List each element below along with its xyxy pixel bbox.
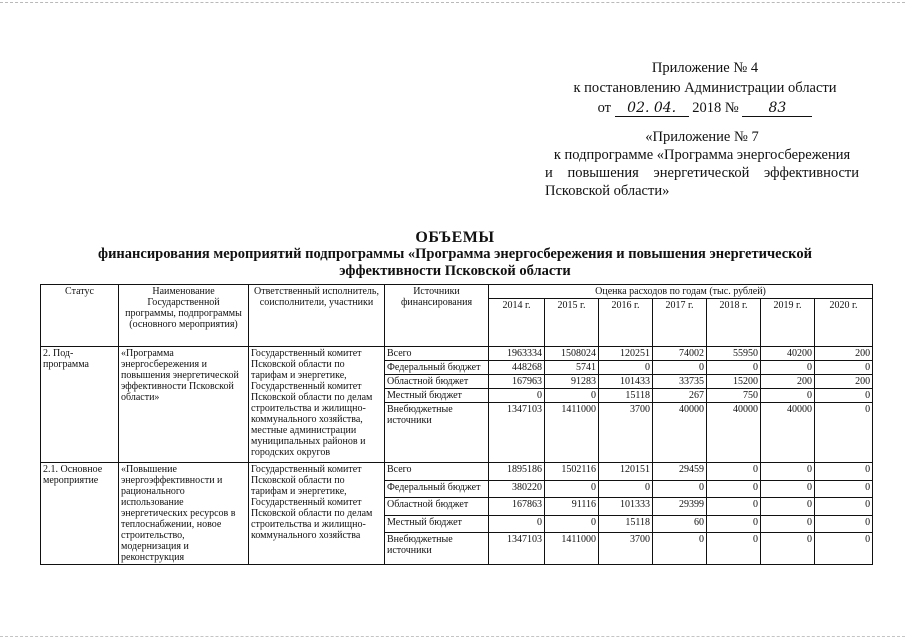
header-executor: Ответственный исполнитель, соисполнители, участники [249,285,385,347]
cell-source: Внебюджетные источники [385,403,489,463]
cell-value: 1347103 [489,403,545,463]
header-year: 2020 г. [815,299,873,347]
document-title [40,229,870,280]
cell-value: 29459 [653,463,707,481]
date-prefix: от [597,100,612,116]
cell-source: Всего [385,347,489,361]
cell-value: 167863 [489,498,545,516]
financing-table [40,284,873,565]
appendix-sub-line2: к подпрограмме «Программа энергосбережения [553,147,851,163]
header-year: 2019 г. [761,299,815,347]
cell-value: 40000 [707,403,761,463]
appendix-number: Приложение № 4 [651,60,759,76]
cell-status: 2.1. Основное мероприятие [41,463,119,565]
handwritten-number: 83 [742,100,812,117]
cell-value: 40000 [761,403,815,463]
title-line3: эффективности Псковской области [339,263,571,279]
cell-value: 0 [707,463,761,481]
appendix-sub-header [545,128,859,200]
cell-value: 0 [761,533,815,565]
cell-value: 15200 [707,375,761,389]
header-sources: Источники финансирования [385,285,489,347]
cell-value: 448268 [489,361,545,375]
cell-value: 0 [489,389,545,403]
cell-value: 0 [761,515,815,533]
cell-value: 167963 [489,375,545,389]
cell-value: 0 [545,515,599,533]
cell-value: 1411000 [545,533,599,565]
handwritten-date: 02. 04. [615,100,689,117]
cell-source: Областной бюджет [385,375,489,389]
cell-value: 1411000 [545,403,599,463]
cell-name: «Повышение энергоэффективности и рационального использование энергетических ресурсов в теплоснабжении, новое строительство, модернизация и реконструкция [119,463,249,565]
cell-value: 55950 [707,347,761,361]
cell-value: 101433 [599,375,653,389]
cell-value: 120251 [599,347,653,361]
cell-value: 3700 [599,533,653,565]
cell-value: 15118 [599,389,653,403]
cell-value: 0 [761,361,815,375]
cell-value: 0 [761,463,815,481]
cell-value: 0 [545,480,599,498]
cell-value: 0 [707,480,761,498]
cell-value: 200 [815,347,873,361]
cell-value: 1963334 [489,347,545,361]
cell-value: 0 [815,403,873,463]
cell-source: Местный бюджет [385,515,489,533]
cell-value: 0 [815,498,873,516]
cell-value: 0 [707,533,761,565]
cell-value: 1895186 [489,463,545,481]
cell-value: 91283 [545,375,599,389]
header-name: Наименование Государственной программы, подпрограммы (основного мероприятия) [119,285,249,347]
cell-value: 0 [815,480,873,498]
cell-value: 0 [815,389,873,403]
appendix-sub-line4: Псковской области» [545,183,670,199]
appendix-date-line [555,98,855,118]
header-year: 2016 г. [599,299,653,347]
cell-value: 0 [707,361,761,375]
cell-value: 267 [653,389,707,403]
cell-status: 2. Под- программа [41,347,119,463]
cell-value: 200 [815,375,873,389]
cell-executor: Государственный комитет Псковской области по тарифам и энергетике, Государственный комитет Псковской области по делам строительства и жилищно-коммунального хозяйства [249,463,385,565]
cell-value: 0 [815,515,873,533]
cell-executor: Государственный комитет Псковской области по тарифам и энергетике, Государственный комитет Псковской области по делам строительства и жилищно-коммунального хозяйства, местные администрации муниципальных районов и городских округов [249,347,385,463]
cell-value: 101333 [599,498,653,516]
header-status: Статус [41,285,119,347]
cell-value: 15118 [599,515,653,533]
cell-source: Внебюджетные источники [385,533,489,565]
cell-value: 60 [653,515,707,533]
cell-value: 33735 [653,375,707,389]
cell-source: Федеральный бюджет [385,480,489,498]
title-line2: финансирования мероприятий подпрограммы «Программа энергосбережения и повышения энергетической [98,246,812,262]
cell-value: 0 [653,480,707,498]
appendix-sub-line3: и повышения энергетической эффективности [545,165,859,181]
cell-value: 3700 [599,403,653,463]
cell-value: 29399 [653,498,707,516]
cell-value: 1502116 [545,463,599,481]
header-year: 2014 г. [489,299,545,347]
cell-value: 750 [707,389,761,403]
scan-edge-bottom [0,636,905,638]
title-main: ОБЪЕМЫ [415,229,495,246]
cell-value: 91116 [545,498,599,516]
cell-value: 40000 [653,403,707,463]
appendix-resolution-line: к постановлению Администрации области [573,80,837,96]
table-header-row [41,285,873,299]
resolution-year: 2018 № [692,100,739,116]
header-year: 2018 г. [707,299,761,347]
cell-value: 74002 [653,347,707,361]
cell-value: 0 [707,515,761,533]
cell-value: 0 [761,498,815,516]
cell-value: 380220 [489,480,545,498]
cell-value: 0 [761,389,815,403]
header-year: 2017 г. [653,299,707,347]
cell-value: 0 [599,361,653,375]
cell-value: 0 [599,480,653,498]
cell-value: 0 [653,533,707,565]
cell-value: 0 [815,533,873,565]
cell-source: Областной бюджет [385,498,489,516]
scan-edge-top [0,2,905,4]
cell-value: 0 [815,361,873,375]
table-row [41,463,873,481]
cell-value: 0 [815,463,873,481]
cell-name: «Программа энергосбережения и повышения энергетической эффективности Псковской области» [119,347,249,463]
cell-source: Федеральный бюджет [385,361,489,375]
cell-value: 0 [545,389,599,403]
cell-value: 40200 [761,347,815,361]
cell-source: Всего [385,463,489,481]
cell-value: 0 [653,361,707,375]
cell-value: 0 [761,480,815,498]
appendix-header [555,58,855,118]
cell-value: 0 [489,515,545,533]
table-row [41,347,873,361]
cell-source: Местный бюджет [385,389,489,403]
cell-value: 1347103 [489,533,545,565]
header-estimate: Оценка расходов по годам (тыс. рублей) [489,285,873,299]
cell-value: 0 [707,498,761,516]
cell-value: 120151 [599,463,653,481]
cell-value: 5741 [545,361,599,375]
cell-value: 1508024 [545,347,599,361]
cell-value: 200 [761,375,815,389]
header-year: 2015 г. [545,299,599,347]
appendix-sub-number: «Приложение № 7 [645,129,759,145]
